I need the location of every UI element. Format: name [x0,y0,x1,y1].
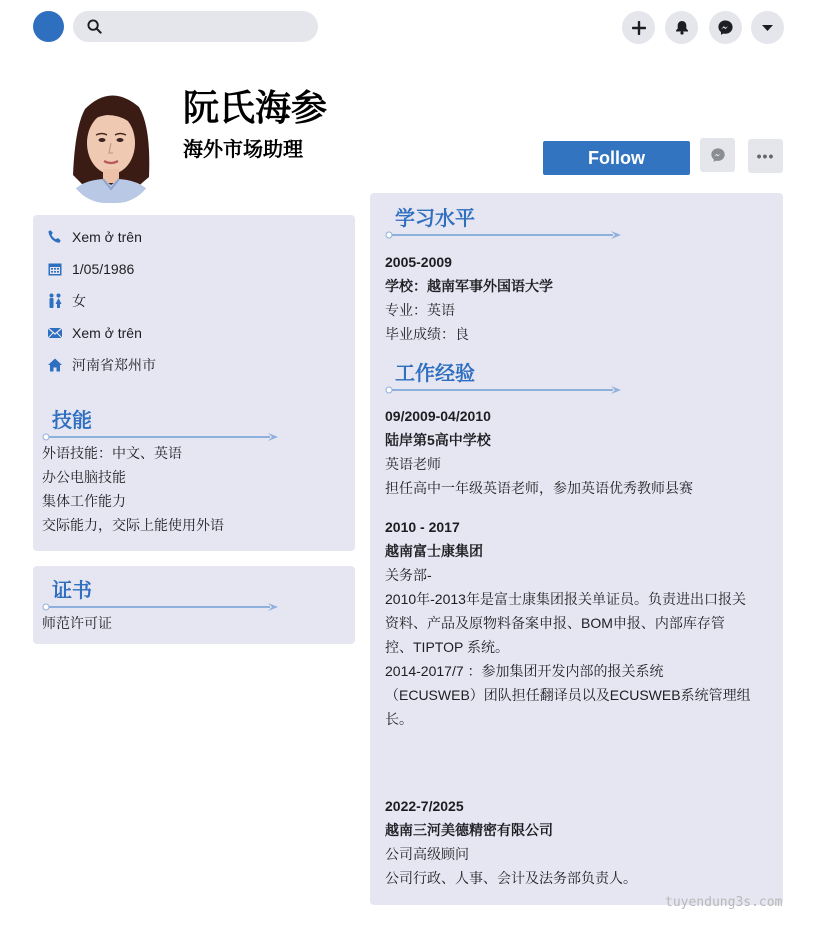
contact-email-value: Xem ở trên [72,325,142,341]
plus-icon [632,21,646,35]
section-divider [385,385,623,395]
skill-item: 外语技能：中文、英语 [42,445,182,461]
education-period: 2005-2009 [385,254,452,270]
job-company: 越南富士康集团 [385,543,483,559]
contact-gender [47,291,86,311]
job-company: 陆岸第5高中学校 [385,432,491,448]
messenger-icon [717,19,734,36]
job-description: 资料、产品及原物料备案申报、BOM申报、内部库存管 [385,615,725,631]
caret-down-icon [761,24,774,32]
education-major: 专业：英语 [385,302,455,318]
create-button[interactable] [622,11,655,44]
home-icon [47,357,63,373]
contact-gender-value: 女 [72,293,86,309]
logo-icon[interactable] [33,11,64,42]
search-input[interactable] [73,11,318,42]
skill-item: 集体工作能力 [42,493,126,509]
job-role: 关务部- [385,567,432,583]
skill-item: 交际能力，交际上能使用外语 [42,517,224,533]
envelope-icon [47,325,63,341]
job-period: 2022-7/2025 [385,798,464,814]
certificate-item: 师范许可证 [42,615,112,631]
job-period: 09/2009-04/2010 [385,408,491,424]
skill-item: 办公电脑技能 [42,469,126,485]
education-school: 学校：越南军事外国语大学 [385,278,553,294]
contact-email [47,323,142,343]
phone-icon [47,229,63,245]
skills-heading: 技能 [52,410,92,432]
job-description: （ECUSWEB）团队担任翻译员以及ECUSWEB系统管理组 [385,687,751,703]
profile-name: 阮氏海参 [183,87,328,128]
job-period: 2010 - 2017 [385,519,460,535]
message-button[interactable] [700,138,735,172]
search-icon [87,19,102,34]
job-description: 担任高中一年级英语老师，参加英语优秀教师县赛 [385,480,693,496]
certificates-heading: 证书 [52,580,92,602]
contact-phone [47,227,142,247]
follow-button[interactable]: Follow [543,141,690,175]
certificates-panel [33,566,355,644]
job-description: 长。 [385,711,413,727]
contact-birthday-value: 1/05/1986 [72,261,135,277]
messenger-button[interactable] [709,11,742,44]
messenger-icon [710,147,726,163]
job-description: 控、TIPTOP 系统。 [385,639,509,655]
bell-icon [675,20,689,35]
account-menu-button[interactable] [751,11,784,44]
more-options-button[interactable]: ••• [748,139,783,173]
job-role: 公司高级顾问 [385,846,469,862]
left-info-panel [33,215,355,551]
experience-heading: 工作经验 [395,363,475,385]
watermark: tuyendung3s.com [665,895,783,910]
calendar-icon [47,261,63,277]
gender-icon [47,293,63,309]
job-description: 2010年-2013年是富士康集团报关单证员。负责进出口报关 [385,591,746,607]
contact-phone-value: Xem ở trên [72,229,142,245]
contact-birthday [47,259,134,279]
profile-photo [63,85,159,203]
job-description: 2014-2017/7 ：参加集团开发内部的报关系统 [385,663,664,679]
contact-location-value: 河南省郑州市 [72,357,156,373]
job-company: 越南三河美德精密有限公司 [385,822,553,838]
profile-job-title: 海外市场助理 [183,139,303,161]
education-heading: 学习水平 [395,208,475,230]
right-main-panel [370,193,783,905]
notifications-button[interactable] [665,11,698,44]
job-description: 公司行政、人事、会计及法务部负责人。 [385,870,637,886]
contact-location [47,355,156,375]
education-grade: 毕业成绩：良 [385,326,469,342]
job-role: 英语老师 [385,456,441,472]
avatar [63,85,159,203]
section-divider [385,230,623,240]
